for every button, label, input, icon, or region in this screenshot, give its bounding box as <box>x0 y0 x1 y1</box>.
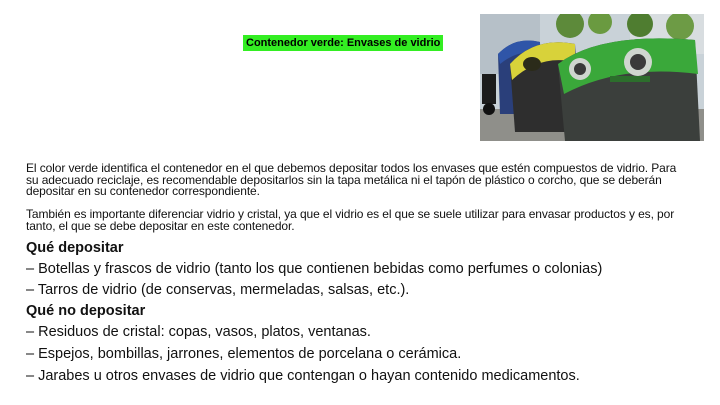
paragraph-green-container: El color verde identifica el contenedor en el que debemos depositar todos los envases que estén compuestos de vidrio. Para su adecuado reciclaje, es recomendable depositarlos sin la tapa metálica ni el tapón de plástico o corcho, que se deberán depositar en su contenedor correspondiente. <box>26 161 677 198</box>
slide-title: Contenedor verde: Envases de vidrio <box>243 35 443 51</box>
list-item: – Jarabes u otros envases de vidrio que contengan o hayan contenido medicamentos. <box>26 368 580 384</box>
list-item: – Espejos, bombillas, jarrones, elementos de porcelana o cerámica. <box>26 346 462 362</box>
list-item: – Tarros de vidrio (de conservas, mermeladas, salsas, etc.). <box>26 282 410 298</box>
list-item: – Residuos de cristal: copas, vasos, platos, ventanas. <box>26 324 371 340</box>
heading-que-no-depositar: Qué no depositar <box>26 303 146 319</box>
list-item: – Botellas y frascos de vidrio (tanto los que contienen bebidas como perfumes o colonias) <box>26 261 603 277</box>
recycling-containers-photo <box>480 14 704 141</box>
paragraph-glass-vs-crystal: También es importante diferenciar vidrio y cristal, ya que el vidrio es el que se suele utilizar para envasar productos y es, por tanto, el que se debe depositar en este contenedor. <box>26 207 675 233</box>
heading-que-depositar: Qué depositar <box>26 240 124 256</box>
